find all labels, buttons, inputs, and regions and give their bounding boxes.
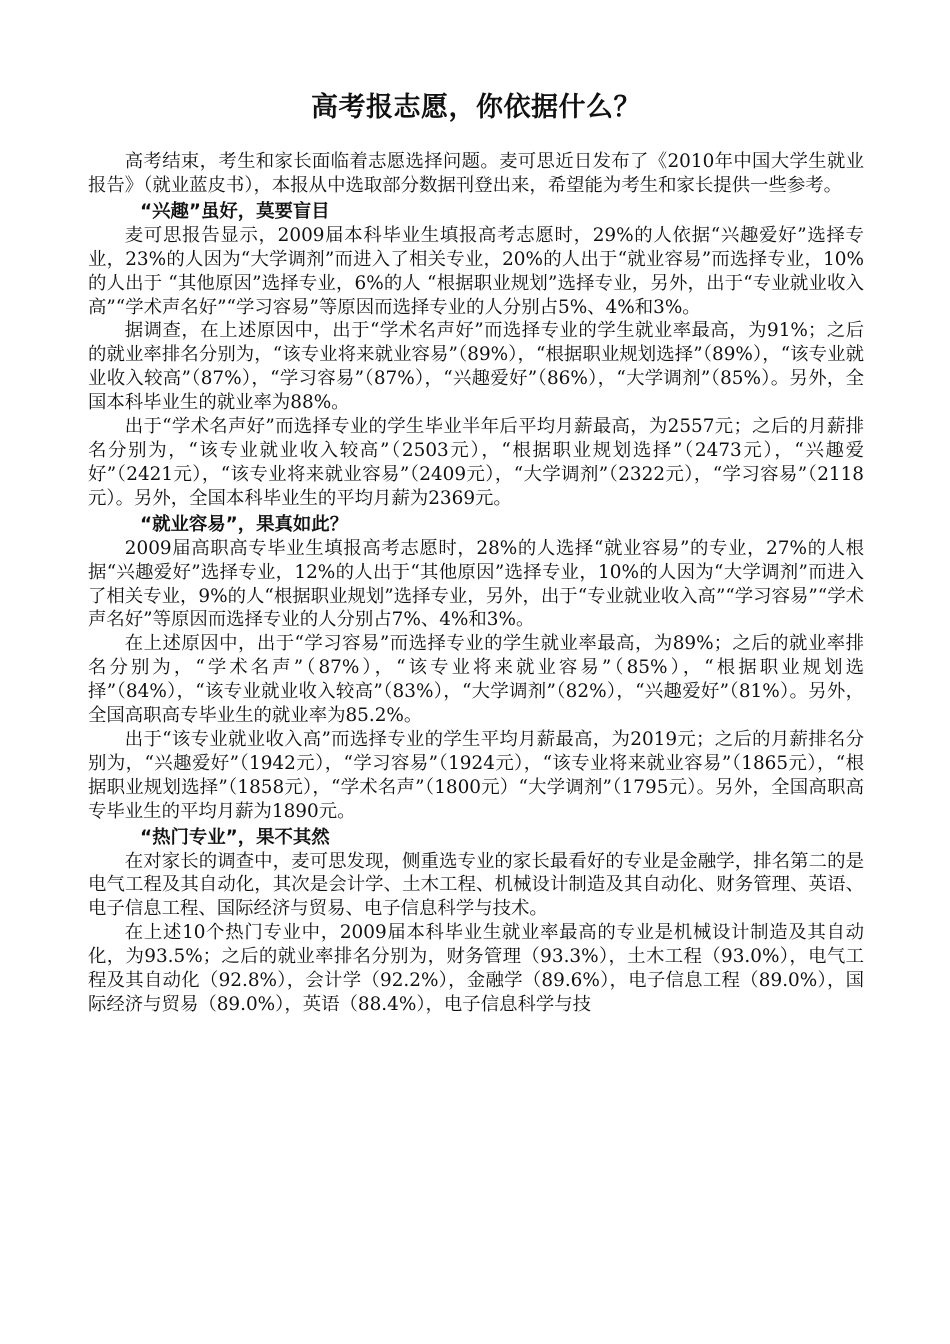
intro-paragraph: 高考结束，考生和家长面临着志愿选择问题。麦可思近日发布了《2010年中国大学生就业报告》（就业蓝皮书），本报从中选取部分数据刊登出来，希望能为考生和家长提供一些参考。 bbox=[88, 151, 864, 196]
article-title: 高考报志愿，你依据什么？ bbox=[311, 92, 641, 123]
section-hot-majors bbox=[88, 826, 864, 1017]
paragraph: 在上述原因中，出于“学习容易”而选择专业的学生就业率最高，为89%；之后的就业率排名分别为，“学术名声”（87%），“该专业将来就业容易”（85%），“根据职业规划选择”（84%），“该专业就业收入较高”（83%），“大学调剂”（82%），“兴趣爱好”（81%）。另外，全国高职高专毕业生的就业率为85.2%。 bbox=[88, 633, 864, 727]
section-heading: “就业容易”，果真如此？ bbox=[140, 513, 349, 535]
paragraph: 出于“该专业就业收入高”而选择专业的学生平均月薪最高，为2019元；之后的月薪排名分别为，“兴趣爱好”（1942元），“学习容易”（1924元），“该专业将来就业容易”（1865元），“根据职业规划选择”（1858元），“学术名声”（1800元）“大学调剂”（1795元）。另外，全国高职高专毕业生的平均月薪为1890元。 bbox=[88, 728, 864, 822]
paragraph: 在上述10个热门专业中，2009届本科毕业生就业率最高的专业是机械设计制造及其自动化，为93.5%；之后的就业率排名分别为，财务管理（93.3%），土木工程（93.0%），电气工程及其自动化（92.8%），会计学（92.2%），金融学（89.6%），电子信息工程（89.0%），国际经济与贸易（89.0%），英语（88.4%），电子信息科学与技 bbox=[88, 922, 864, 1015]
paragraph: 2009届高职高专毕业生填报高考志愿时，28%的人选择“就业容易”的专业，27%的人根据“兴趣爱好”选择专业，12%的人出于“其他原因”选择专业，10%的人因为“大学调剂”而进入了相关专业，9%的人“根据职业规划”选择专业，另外，出于“专业就业收入高”“学习容易”“学术声名好”等原因而选择专业的人分别占7%、4%和3%。 bbox=[88, 537, 864, 631]
paragraph: 出于“学术名声好”而选择专业的学生毕业半年后平均月薪最高，为2557元；之后的月薪排名分别为，“该专业就业收入较高”（2503元），“根据职业规划选择”（2473元），“兴趣爱好”（2421元），“该专业将来就业容易”（2409元），“大学调剂”（2322元），“学习容易”（2118元）。另外，全国本科毕业生的平均月薪为2369元。 bbox=[88, 416, 864, 509]
section-heading: “兴趣”虽好，莫要盲目 bbox=[140, 200, 330, 222]
paragraph: 据调查，在上述原因中，出于“学术名声好”而选择专业的学生就业率最高，为91%；之后的就业率排名分别为，“该专业将来就业容易”（89%），“根据职业规划选择”（89%），“该专业就业收入较高”（87%），“学习容易”（87%），“兴趣爱好”（86%），“大学调剂”（85%）。另外，全国本科毕业生的就业率为88%。 bbox=[88, 320, 864, 414]
section-employment bbox=[88, 513, 864, 824]
article bbox=[88, 88, 864, 1017]
paragraph: 麦可思报告显示，2009届本科毕业生填报高考志愿时，29%的人依据“兴趣爱好”选择专业，23%的人因为“大学调剂”而进入了相关专业，20%的人出于“就业容易”而选择专业，10%的人出于 “其他原因”选择专业，6%的人 “根据职业规划”选择专业，另外，出于“专业就业收入高”“学术声名好”“学习容易”等原因而选择专业的人分别占5%、4%和3%。 bbox=[88, 224, 864, 318]
paragraph: 在对家长的调查中，麦可思发现，侧重选专业的家长最看好的专业是金融学，排名第二的是电气工程及其自动化，其次是会计学、土木工程、机械设计制造及其自动化、财务管理、英语、电子信息工程、国际经济与贸易、电子信息科学与技术。 bbox=[88, 850, 864, 920]
section-interest bbox=[88, 200, 864, 511]
section-heading: “热门专业”，果不其然 bbox=[140, 826, 330, 848]
